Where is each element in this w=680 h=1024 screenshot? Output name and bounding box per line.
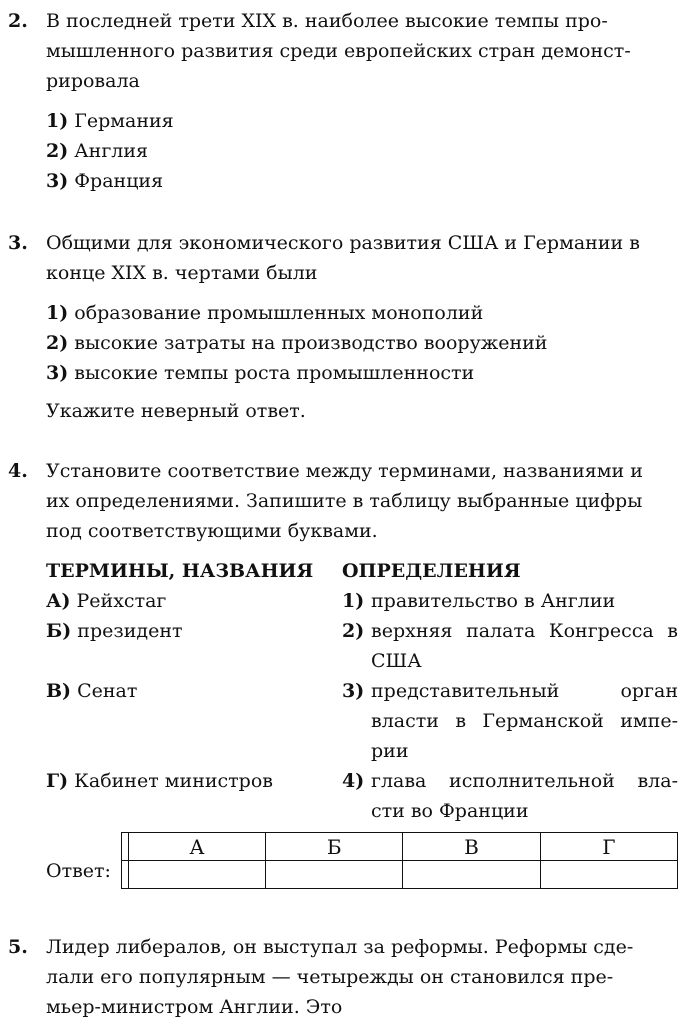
term-label: Рейхстаг bbox=[76, 590, 167, 612]
question-text: Лидер либералов, он выступал за реформы. Реформы сде- лали его популярным — четырежды он становился пре- мьер-министром Англии. Это bbox=[46, 936, 634, 1018]
answer-col-header: Б bbox=[266, 833, 403, 861]
matching-row: А) Рейхстаг 1) правительство в Англии bbox=[8, 586, 678, 616]
matching-row: Г) Кабинет министров 4) глава исполнительной вла- сти во Франции bbox=[8, 766, 678, 826]
answer-cell[interactable] bbox=[403, 861, 540, 889]
definition-text: верхняя палата Конгресса в США bbox=[371, 620, 678, 672]
instruction-note: Укажите неверный ответ. bbox=[46, 400, 306, 422]
question-number: 3. bbox=[8, 232, 28, 254]
answer-table bbox=[121, 832, 678, 889]
question-text: Общими для экономического развития США и Германии в конце XIX в. чертами были bbox=[46, 232, 640, 284]
definition-text: представительный орган власти в Германской импе- рии bbox=[371, 680, 678, 762]
definition-text: глава исполнительной вла- сти во Франции bbox=[371, 770, 678, 822]
matching-row: В) Сенат 3) представительный орган власти в Германской импе- рии bbox=[8, 676, 678, 766]
answer-col-header: А bbox=[128, 833, 265, 861]
option: 3) высокие темпы роста промышленности bbox=[46, 362, 475, 384]
matching-row: Б) президент 2) верхняя палата Конгресса в США bbox=[8, 616, 678, 676]
term-label: Кабинет министров bbox=[74, 770, 273, 792]
option: 1) образование промышленных монополий bbox=[46, 302, 484, 324]
question-number: 5. bbox=[8, 936, 28, 958]
term-label: Сенат bbox=[77, 680, 138, 702]
question-number: 4. bbox=[8, 460, 28, 482]
answer-cell[interactable] bbox=[128, 861, 265, 889]
question-3 bbox=[8, 228, 678, 426]
question-2 bbox=[8, 6, 678, 196]
answer-col-header: В bbox=[403, 833, 540, 861]
definitions-header: ОПРЕДЕЛЕНИЯ bbox=[342, 560, 521, 582]
answer-cell[interactable] bbox=[540, 861, 677, 889]
option: 2) Англия bbox=[46, 140, 148, 162]
option: 1) Германия bbox=[46, 110, 174, 132]
answer-label: Ответ: bbox=[46, 860, 111, 882]
question-5 bbox=[8, 932, 678, 1022]
answer-col-header: Г bbox=[540, 833, 677, 861]
terms-header: ТЕРМИНЫ, НАЗВАНИЯ bbox=[46, 560, 314, 582]
option: 3) Франция bbox=[46, 170, 164, 192]
term-label: президент bbox=[77, 620, 183, 642]
matching-header bbox=[8, 556, 678, 586]
answer-block bbox=[8, 826, 678, 890]
answer-cell[interactable] bbox=[266, 861, 403, 889]
question-text: В последней трети XIX в. наиболее высокие темпы про- мышленного развития среди европейских стран демонст- рировала bbox=[46, 10, 631, 92]
question-number: 2. bbox=[8, 10, 28, 32]
definition-text: правительство в Англии bbox=[371, 590, 616, 612]
question-4 bbox=[8, 456, 678, 890]
option: 2) высокие затраты на производство вооружений bbox=[46, 332, 548, 354]
question-text: Установите соответствие между терминами, названиями и их определениями. Запишите в таблицу выбранные цифры под соответствующими буквами. bbox=[46, 460, 643, 542]
